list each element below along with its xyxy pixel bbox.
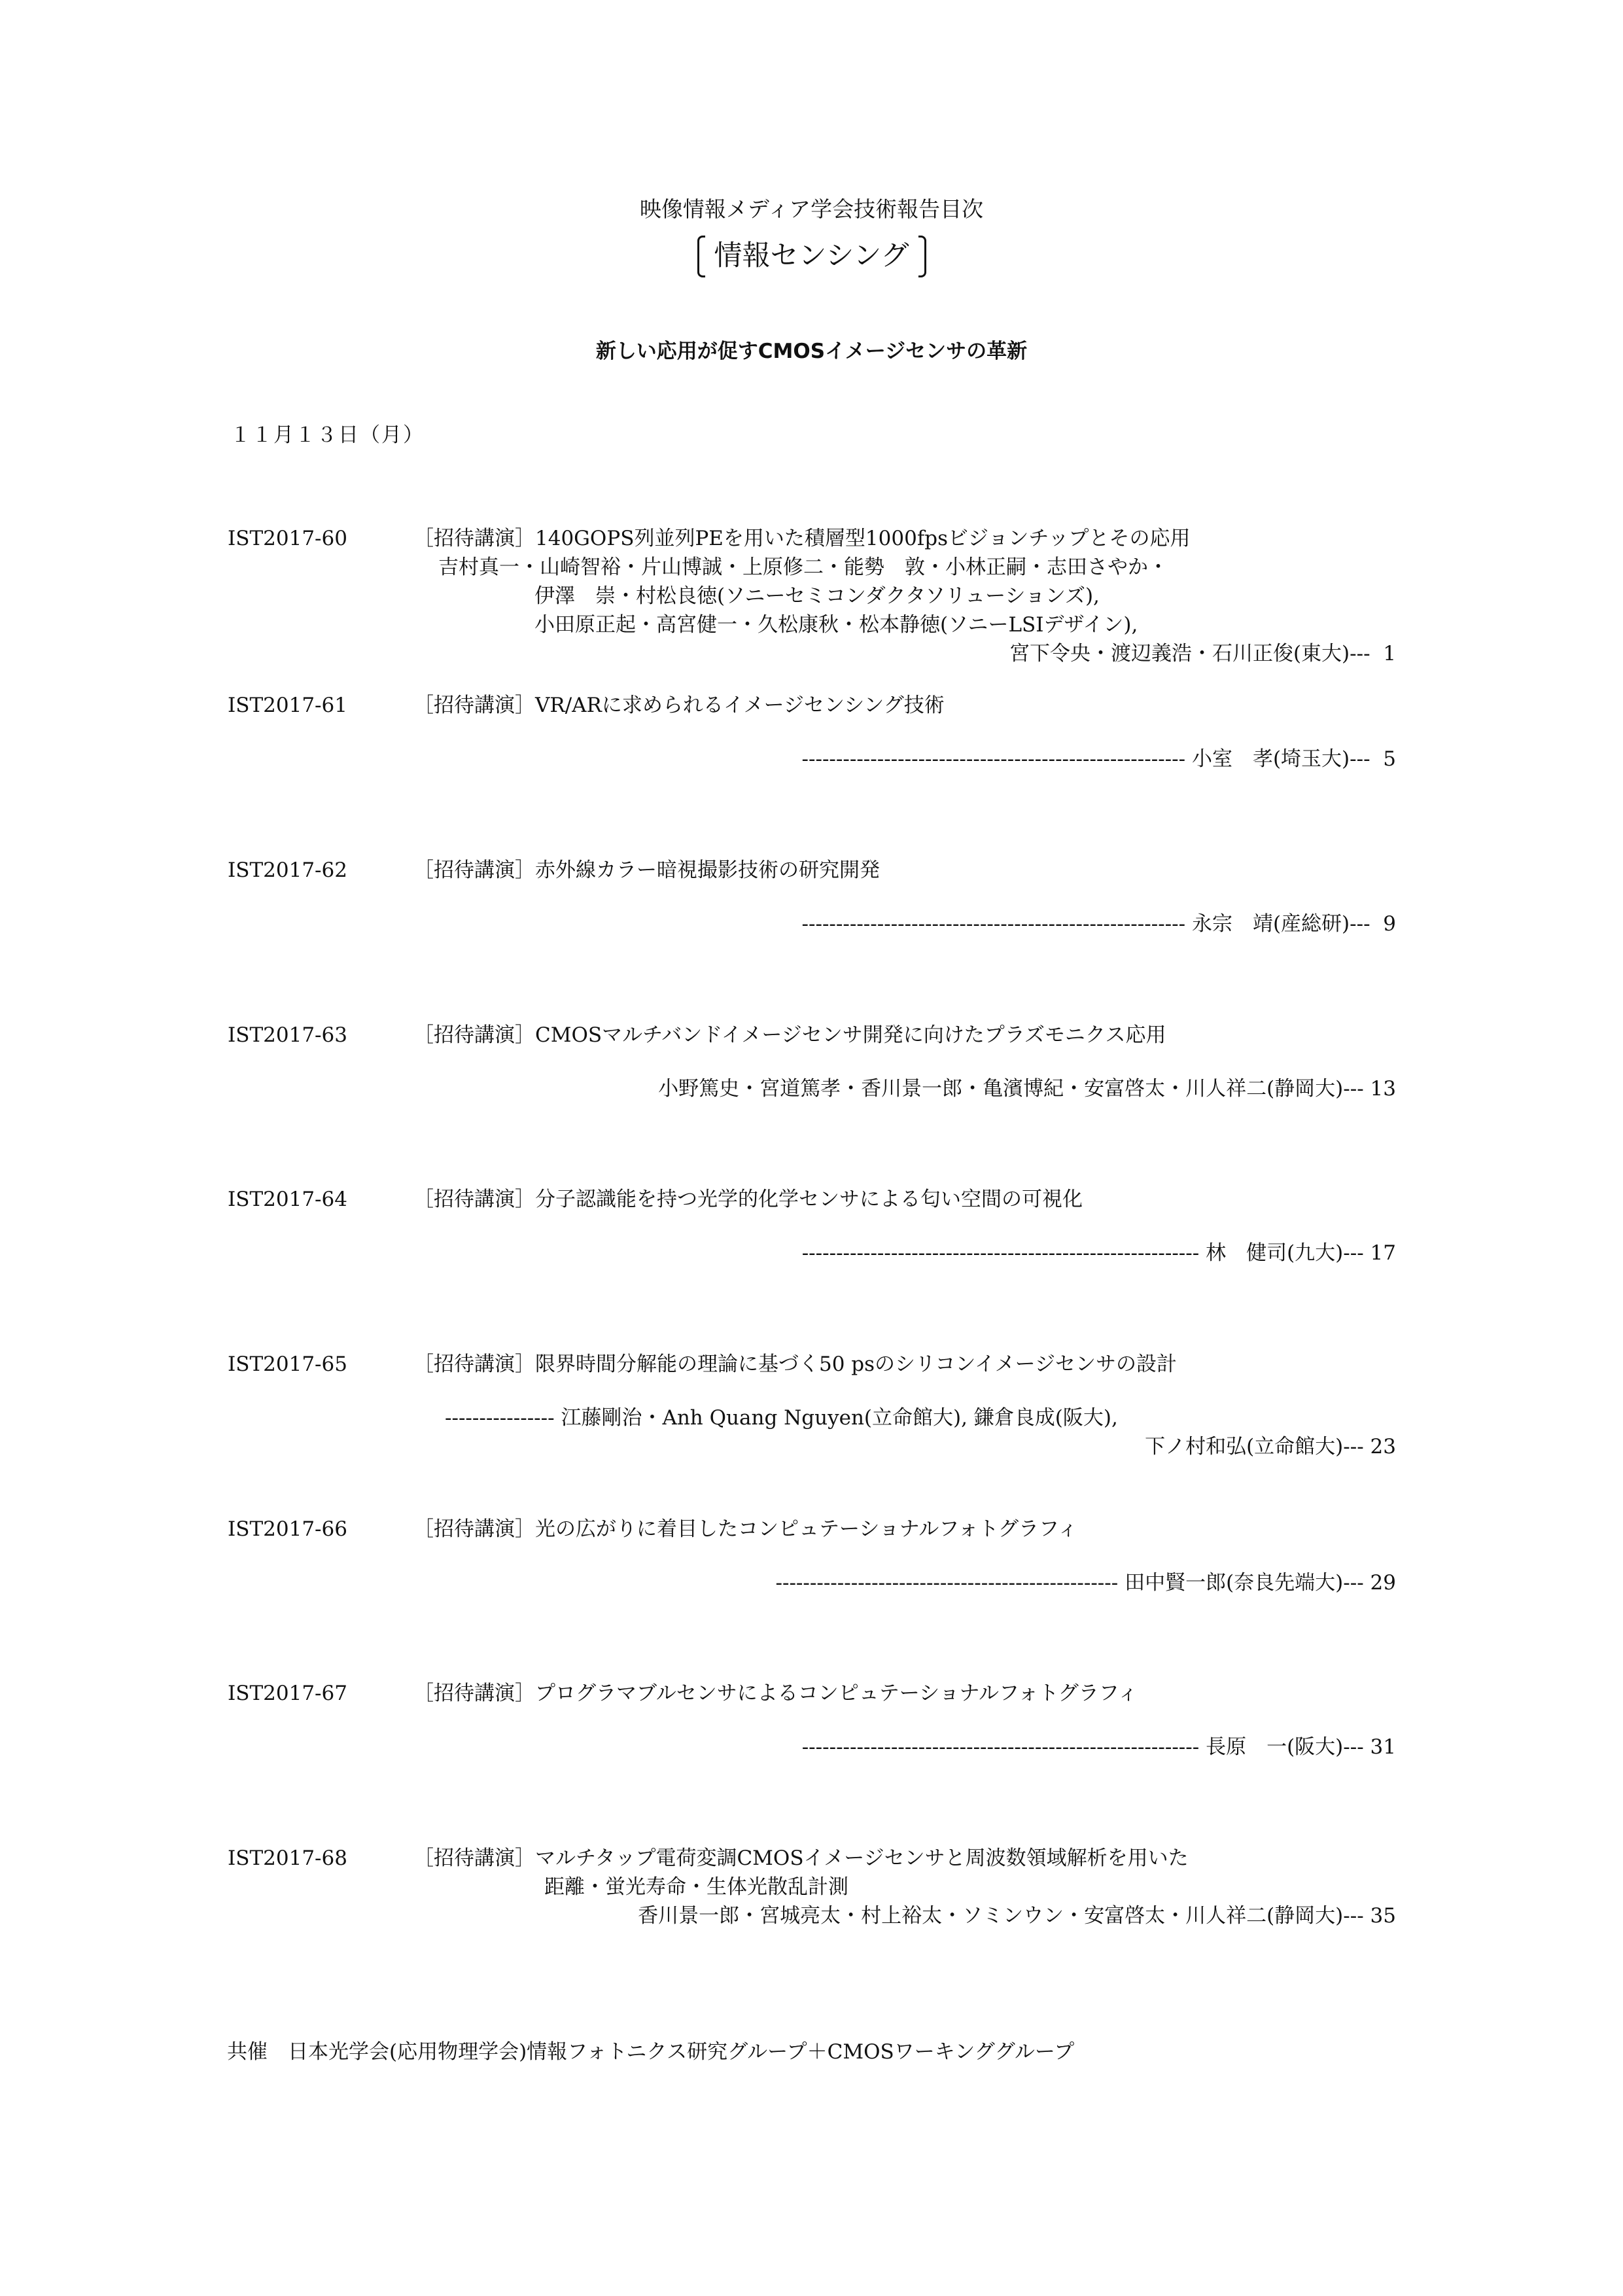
entry-id: IST2017-66 (228, 1517, 347, 1541)
entry-authors-page: 宮下令央・渡辺義浩・石川正俊(東大)--- 1 (1009, 642, 1396, 665)
subtitle: 情報センシング (697, 236, 926, 277)
entry-title: ［招待講演］マルチタップ電荷変調CMOSイメージセンサと周波数領域解析を用いた (413, 1846, 1189, 1870)
entry-id: IST2017-63 (228, 1023, 347, 1047)
entry-authors-page: 小野篤史・宮道篤孝・香川景一郎・亀濱博紀・安富啓太・川人祥二(静岡大)--- 13 (658, 1077, 1396, 1101)
entry-id: IST2017-65 (228, 1352, 347, 1376)
entry-authors: 吉村真一・山崎智裕・片山博誠・上原修二・能勢 敦・小林正嗣・志田さやか・ (438, 556, 1168, 579)
entry-title: ［招待講演］140GOPS列並列PEを用いた積層型1000fpsビジョンチップとその応用 (413, 527, 1191, 550)
entry-authors-page: ---------------------------------------------------------- 林 健司(九大)--- 17 (801, 1241, 1396, 1265)
session-date: １１月１３日（月） (230, 423, 425, 447)
entry-authors-page: 下ノ村和弘(立命館大)--- 23 (1145, 1435, 1396, 1458)
entry-id: IST2017-64 (228, 1188, 347, 1211)
entry-title: ［招待講演］光の広がりに着目したコンピュテーショナルフォトグラフィ (413, 1517, 1078, 1541)
entry-title: ［招待講演］赤外線カラー暗視撮影技術の研究開発 (413, 858, 880, 882)
entry-title: ［招待講演］VR/ARに求められるイメージセンシング技術 (413, 694, 945, 717)
entry-authors-page: ---------------------------------------------------------- 長原 一(阪大)--- 31 (801, 1735, 1396, 1759)
entry-title: ［招待講演］CMOSマルチバンドイメージセンサ開発に向けたプラズモニクス応用 (413, 1023, 1166, 1047)
entry-title: ［招待講演］分子認識能を持つ光学的化学センサによる匂い空間の可視化 (413, 1188, 1083, 1211)
entry-id: IST2017-68 (228, 1846, 347, 1870)
report-title: 映像情報メディア学会技術報告目次 (639, 196, 984, 222)
entry-authors: 小田原正起・高宮健一・久松康秋・松本静徳(ソニーLSIデザイン), (534, 613, 1138, 637)
entry-title-cont: 距離・蛍光寿命・生体光散乱計測 (544, 1875, 848, 1899)
entry-authors-page: 香川景一郎・宮城亮太・村上裕太・ソミンウン・安富啓太・川人祥二(静岡大)--- 35 (638, 1904, 1396, 1928)
entry-authors-page: -------------------------------------------------------- 永宗 靖(産総研)--- 9 (801, 912, 1396, 936)
session-heading: 新しい応用が促すCMOSイメージセンサの革新 (595, 340, 1028, 363)
cosponsor-note: 共催 日本光学会(応用物理学会)情報フォトニクス研究グループ＋CMOSワーキンググループ (227, 2040, 1075, 2064)
entry-authors-page: -------------------------------------------------------- 小室 孝(埼玉大)--- 5 (801, 747, 1396, 771)
entry-id: IST2017-60 (228, 527, 347, 550)
entry-id: IST2017-67 (228, 1682, 347, 1705)
entry-title: ［招待講演］プログラマブルセンサによるコンピュテーショナルフォトグラフィ (413, 1682, 1138, 1705)
entry-authors-page: -------------------------------------------------- 田中賢一郎(奈良先端大)--- 29 (775, 1571, 1396, 1595)
subtitle-block (0, 236, 1623, 277)
entry-id: IST2017-61 (228, 694, 347, 717)
entry-id: IST2017-62 (228, 858, 347, 882)
entry-title: ［招待講演］限界時間分解能の理論に基づく50 psのシリコンイメージセンサの設計 (413, 1352, 1177, 1376)
entry-authors: 伊澤 崇・村松良徳(ソニーセミコンダクタソリューションズ), (534, 584, 1100, 608)
entry-authors: ---------------- 江藤剛治・Anh Quang Nguyen(立命館大), 鎌倉良成(阪大), (445, 1406, 1118, 1430)
